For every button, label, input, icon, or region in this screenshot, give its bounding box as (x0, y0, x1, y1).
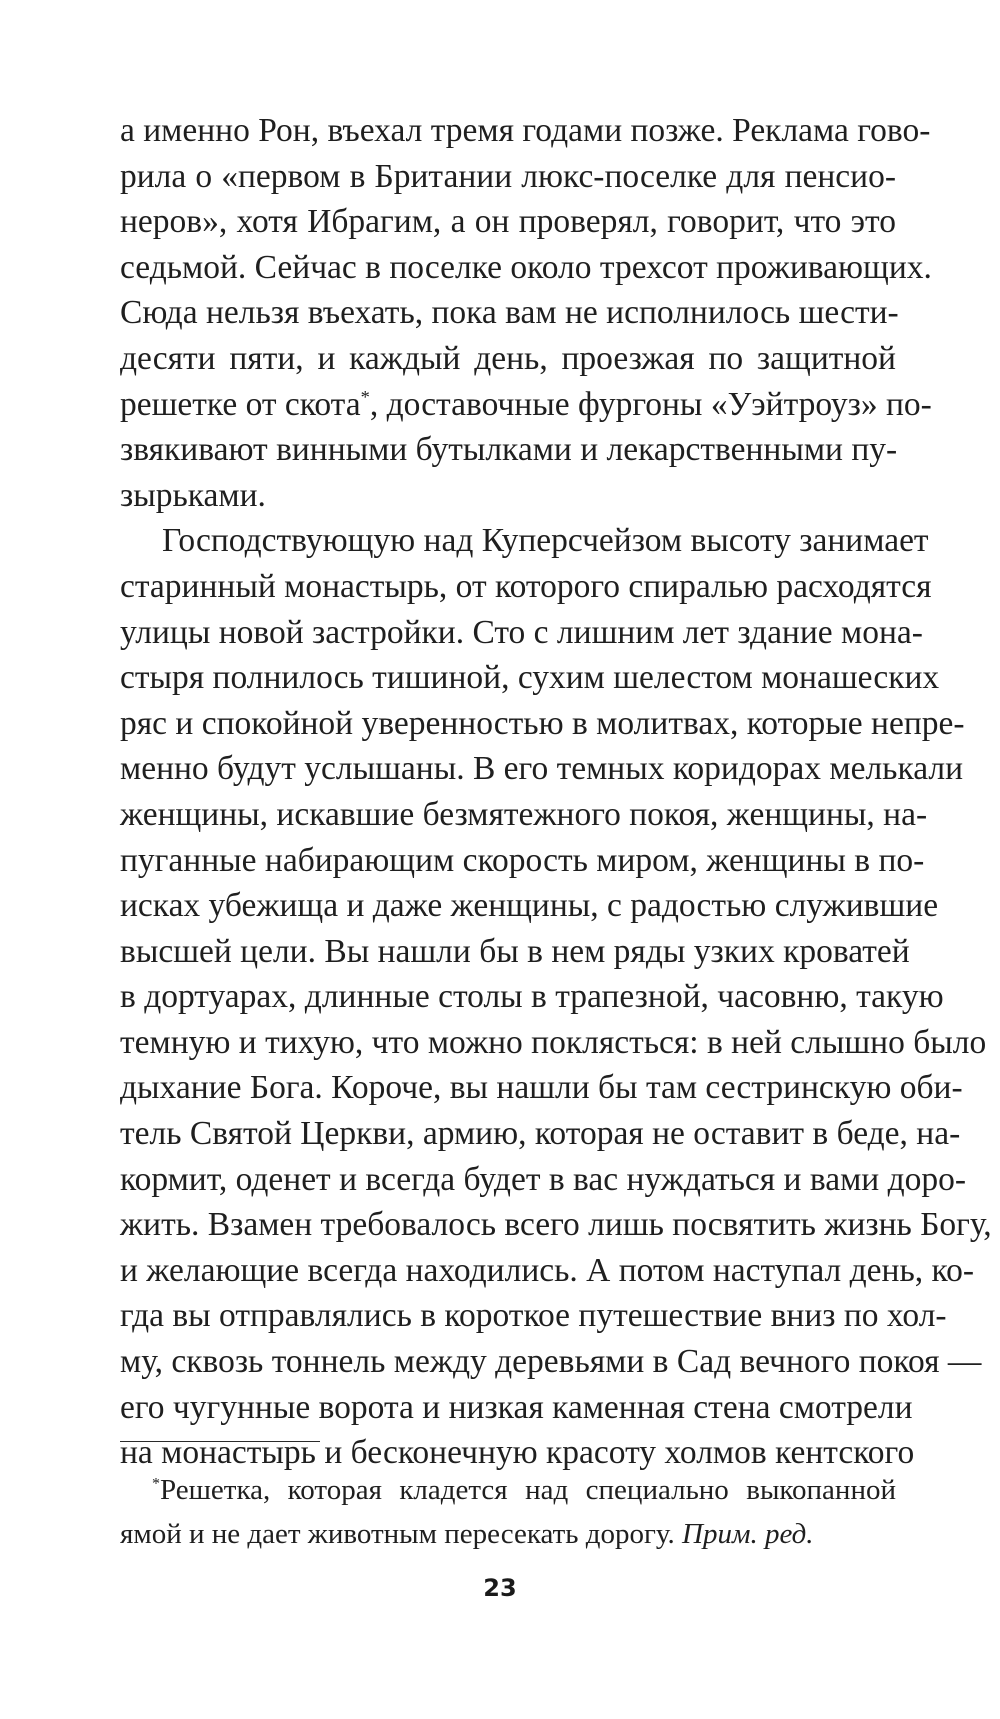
text-line: и желающие всегда находились. А потом наступал день, ко- (120, 1251, 974, 1289)
footnote-text: Решетка, которая кладется над специально выкопанной (159, 1474, 896, 1506)
text-line: дыхание Бога. Короче, вы нашли бы там сестринскую оби- (120, 1069, 963, 1107)
text-line-with-footnote (120, 382, 932, 428)
text-line: его чугунные ворота и низкая каменная стена смотрели (120, 1388, 913, 1426)
text-fragment: решетке от скота (120, 385, 361, 423)
text-line: темную и тихую, что можно поклясться: в ней слышно было (120, 1023, 987, 1061)
footnote-marker: * (152, 1475, 160, 1493)
text-line: неров», хотя Ибрагим, а он проверял, говорит, что это (120, 203, 896, 241)
text-line: женщины, искавшие безмятежного покоя, женщины, на- (120, 795, 928, 833)
footnote-divider (120, 1441, 320, 1442)
text-line: а именно Рон, въехал тремя годами позже. Реклама гово- (120, 112, 931, 149)
text-line: десяти пяти, и каждый день, проезжая по защитной (120, 339, 896, 377)
text-line: стыря полнилось тишиной, сухим шелестом монашеских (120, 659, 940, 697)
text-line: на монастырь и бесконечную красоту холмов кентского (120, 1434, 915, 1472)
text-line: в дортуарах, длинные столы в трапезной, часовню, такую (120, 978, 944, 1016)
footnote (120, 1468, 896, 1556)
text-line: зырьками. (120, 476, 266, 514)
footnote-line (120, 1512, 896, 1556)
text-line: му, сквозь тоннель между деревьями в Сад вечного покоя — (120, 1343, 982, 1381)
text-line: ряс и спокойной уверенностью в молитвах, которые непре- (120, 704, 965, 742)
text-line: исках убежища и даже женщины, с радостью служившие (120, 887, 939, 925)
text-line: высшей цели. Вы нашли бы в нем ряды узких кроватей (120, 932, 910, 970)
text-line: Сюда нельзя въехать, пока вам не исполнилось шести- (120, 294, 899, 332)
text-line: тель Святой Церкви, армию, которая не оставит в беде, на- (120, 1115, 961, 1153)
text-line: жить. Взамен требовалось всего лишь посвятить жизнь Богу, (120, 1206, 992, 1244)
text-line: менно будут услышаны. В его темных коридорах мелькали (120, 750, 964, 788)
main-text (120, 108, 992, 1476)
footnote-reference: * (360, 386, 370, 407)
footnote-line (120, 1468, 896, 1512)
text-line: кормит, оденет и всегда будет в вас нуждаться и вами доро- (120, 1160, 967, 1198)
text-line: Господствующую над Куперсчейзом высоту занимает (162, 522, 929, 560)
page-number: 23 (483, 1574, 517, 1602)
text-line: старинный монастырь, от которого спиралью расходятся (120, 567, 932, 605)
text-line: рила о «первом в Британии люкс-поселке для пенсио- (120, 157, 896, 195)
text-line: седьмой. Сейчас в поселке около трехсот проживающих. (120, 248, 932, 286)
footnote-text: ямой и не дает животным пересекать дорогу. (120, 1518, 682, 1550)
text-line: пуганные набирающим скорость миром, женщины в по- (120, 841, 925, 879)
editor-note: Прим. ред. (682, 1518, 814, 1550)
text-line: звякивают винными бутылками и лекарственными пу- (120, 431, 898, 469)
text-fragment: , доставочные фургоны «Уэйтроуз» по- (369, 385, 932, 423)
text-line: улицы новой застройки. Сто с лишним лет здание мона- (120, 613, 923, 651)
text-line: гда вы отправлялись в короткое путешествие вниз по хол- (120, 1297, 947, 1335)
